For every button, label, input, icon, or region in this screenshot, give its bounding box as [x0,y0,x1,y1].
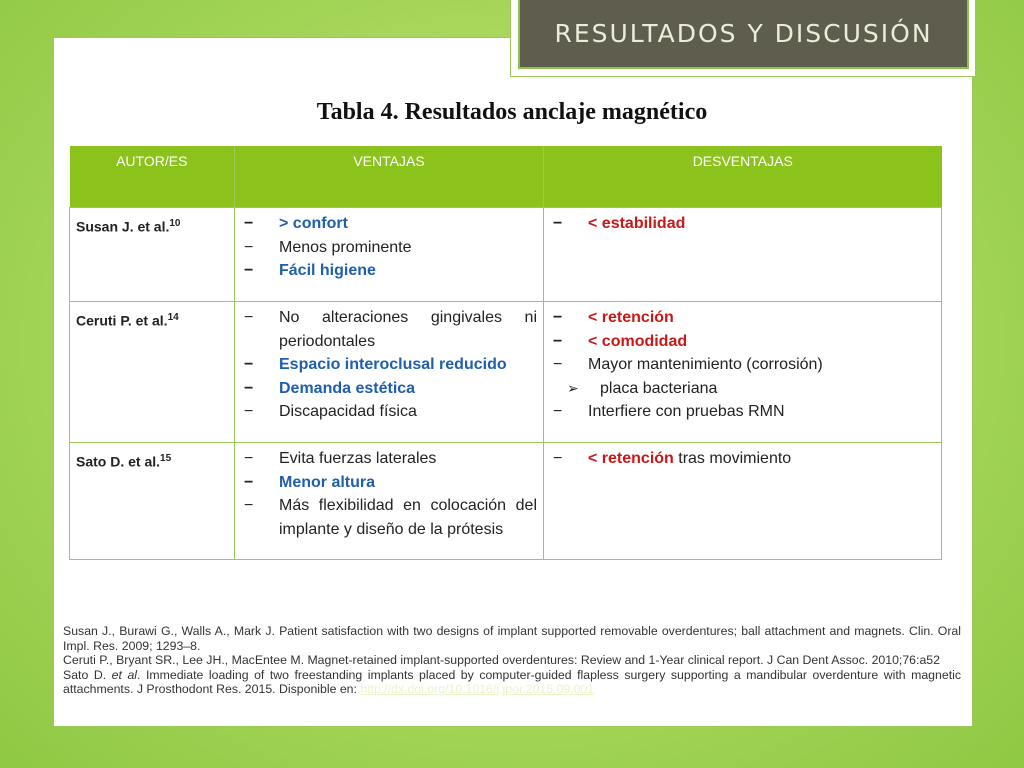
table-header-row [70,146,942,208]
desventajas-cell [544,208,942,302]
list-item: − Discapacidad física [241,400,537,424]
author-name: Susan J. et al. [76,218,170,235]
reference-authors: Sato D. [63,667,112,682]
table-title: Tabla 4. Resultados anclaje magnético [316,99,708,125]
references [63,624,961,697]
table-row [70,443,942,560]
citation-number: 14 [167,312,179,323]
section-header [518,0,969,69]
doi-link[interactable]: http://dx.doi.org/10.1016/j.jpor.2015.09.001 [360,682,595,697]
results-table [69,146,942,560]
column-header-authors: AUTOR/ES [70,146,235,208]
list-item: − No alteraciones gingivales ni periodontales [241,306,537,353]
list-item: − Menor altura [241,471,537,495]
list-item [550,447,935,471]
list-item: − < estabilidad [550,212,935,236]
sub-list-item: ➢ placa bacteriana [550,377,935,401]
list-item: − Espacio interoclusal reducido [241,353,537,377]
list-item: − Más flexibilidad en colocación del implante y diseño de la prótesis [241,494,537,541]
author-name: Sato D. et al. [76,453,161,470]
ventajas-cell [235,302,544,443]
list-item: − Mayor mantenimiento (corrosión) [550,353,935,377]
ventajas-cell [235,443,544,560]
table-row [70,208,942,302]
desventajas-cell [544,443,942,560]
citation-number: 10 [169,218,181,229]
author-cell [70,302,235,443]
column-header-desventajas: DESVENTAJAS [544,146,942,208]
ventajas-cell [235,208,544,302]
list-item: − Evita fuerzas laterales [241,447,537,471]
list-item: − Interfiere con pruebas RMN [550,400,935,424]
desventajas-cell [544,302,942,443]
list-item: − < comodidad [550,330,935,354]
list-item: − Demanda estética [241,377,537,401]
reference-et-al: et al [111,667,138,682]
list-item: − < retención [550,306,935,330]
list-item: − Fácil higiene [241,259,537,283]
list-item: − Menos prominente [241,236,537,260]
list-item: − > confort [241,212,537,236]
retention-label: < retención [588,450,674,467]
column-header-ventajas: VENTAJAS [235,146,544,208]
reference-body: . Immediate loading of two freestanding implants placed by computer-guided flapless surgery supporting a mandibular overdenture with magnetic attachments. J Prosthodont Res. 2015. Disponible en: [63,667,961,697]
reference-2: Ceruti P., Bryant SR., Lee JH., MacEntee M. Magnet-retained implant-supported overdentures: Review and 1-Year clinical report. J Can Dent Assoc. 2010;76:a52 [63,653,940,668]
reference-1: Susan J., Burawi G., Walls A., Mark J. Patient satisfaction with two designs of implant supported removable overdentures; ball attachment and magnets. Clin. Oral Impl. Res. 2009; 1293–8. [63,624,961,653]
section-title: RESULTADOS Y DISCUSIÓN [554,19,933,48]
author-cell [70,443,235,560]
author-name: Ceruti P. et al. [76,312,168,329]
reference-3 [63,668,961,697]
author-cell [70,208,235,302]
retention-suffix: tras movimiento [673,450,792,467]
table-row [70,302,942,443]
citation-number: 15 [160,453,172,464]
